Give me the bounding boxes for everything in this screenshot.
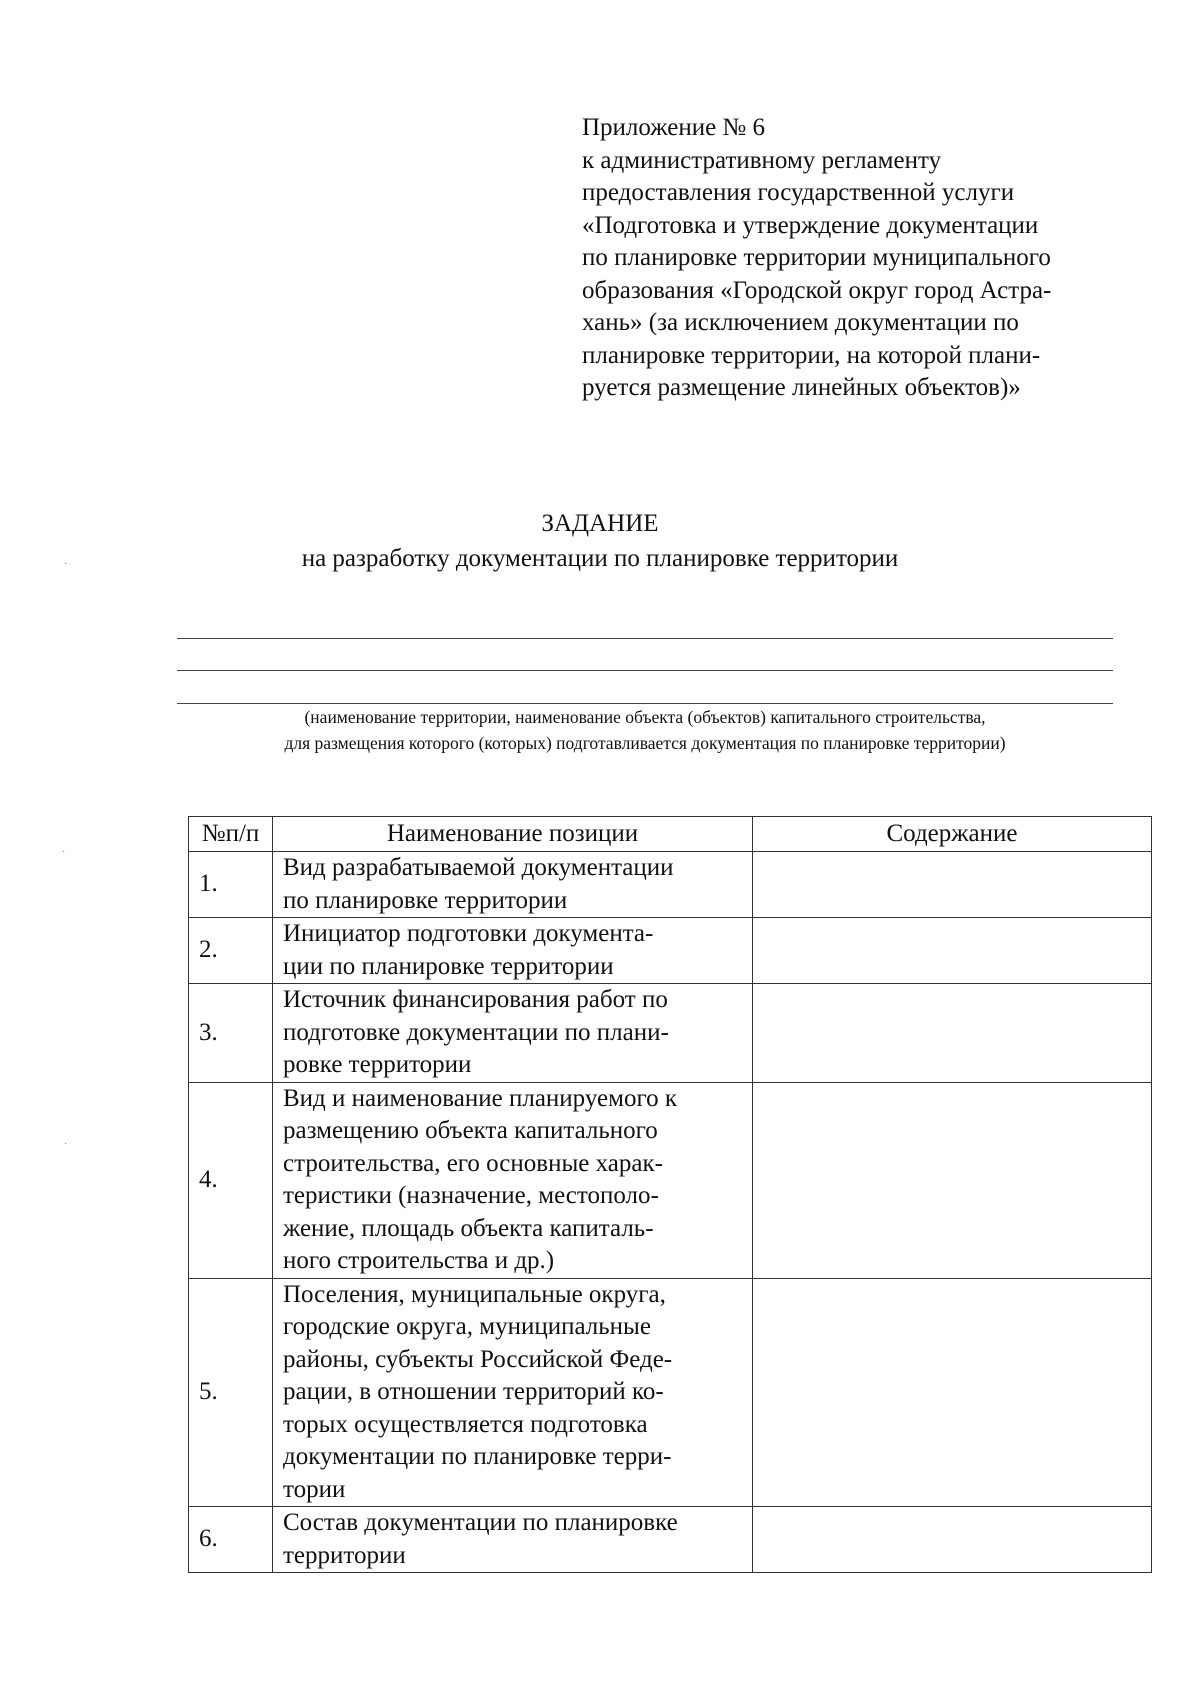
row-content — [753, 1082, 1152, 1278]
row-name-line: районы, субъекты Российской Феде- — [283, 1345, 673, 1373]
row-name-line: жение, площадь объекта капиталь- — [283, 1214, 654, 1242]
row-name-line: Инициатор подготовки документа- — [283, 920, 654, 947]
row-name — [273, 1278, 753, 1507]
row-content — [753, 1278, 1152, 1507]
row-content — [753, 984, 1152, 1083]
table-row — [189, 984, 1152, 1083]
column-header-number: №п/п — [189, 817, 273, 852]
row-name — [273, 984, 753, 1083]
row-number: 1. — [189, 852, 273, 918]
scan-speck: · — [64, 1139, 68, 1150]
column-header-name: Наименование позиции — [273, 817, 753, 852]
row-number: 2. — [189, 918, 273, 984]
annex-line: предоставления государственной услуги — [582, 179, 1015, 206]
document-subtitle: на разработку документации по планировке территории — [301, 545, 899, 572]
scan-speck: · — [62, 847, 66, 858]
row-number: 4. — [189, 1082, 273, 1278]
row-name-line: территории — [283, 1541, 406, 1569]
caption-line: для размещения которого (которых) подготавливается документация по планировке территории) — [284, 733, 1006, 753]
column-header-content: Содержание — [753, 817, 1152, 852]
row-name-line: Поселения, муниципальные округа, — [283, 1280, 666, 1308]
row-name-line: ции по планировке территории — [283, 952, 614, 980]
row-name — [273, 1082, 753, 1278]
row-name — [273, 1507, 753, 1573]
row-name-line: ного строительства и др.) — [283, 1247, 555, 1274]
row-name — [273, 852, 753, 918]
table-row — [189, 1507, 1152, 1573]
row-name-line: Состав документации по планировке — [283, 1509, 678, 1536]
row-name-line: размещению объекта капитального — [283, 1117, 658, 1144]
specification-table — [188, 816, 1152, 1573]
row-name-line: Вид разрабатываемой документации — [283, 854, 674, 881]
table-row — [189, 1278, 1152, 1507]
annex-line: по планировке территории муниципального — [582, 244, 1051, 271]
annex-line: «Подготовка и утверждение документации — [582, 211, 1039, 239]
table-row — [189, 1082, 1152, 1278]
row-content — [753, 852, 1152, 918]
row-name-line: документации по планировке терри- — [283, 1443, 672, 1470]
row-name-line: подготовке документации по плани- — [283, 1018, 669, 1046]
row-name-line: тории — [283, 1475, 346, 1503]
scan-speck: · — [64, 559, 68, 570]
annex-line: хань» (за исключением документации по — [582, 309, 1019, 336]
caption-line: (наименование территории, наименование объекта (объектов) капитального строительства, — [304, 707, 986, 727]
annex-header — [582, 112, 1142, 405]
row-number: 6. — [189, 1507, 273, 1573]
row-content — [753, 918, 1152, 984]
annex-line: образования «Городской округ город Астра- — [582, 276, 1052, 304]
row-name-line: по планировке территории — [283, 886, 568, 914]
row-name-line: строительства, его основные харак- — [283, 1149, 663, 1177]
row-number: 5. — [189, 1278, 273, 1507]
annex-line: к административному регламенту — [582, 146, 942, 174]
row-content — [753, 1507, 1152, 1573]
line-caption — [177, 704, 1113, 756]
row-name-line: ровке территории — [283, 1051, 472, 1078]
fill-in-line — [177, 670, 1113, 671]
row-name-line: городские округа, муниципальные — [283, 1313, 651, 1340]
row-name — [273, 918, 753, 984]
document-title: ЗАДАНИЕ — [541, 510, 659, 537]
row-name-line: Источник финансирования работ по — [283, 986, 668, 1013]
table-row — [189, 852, 1152, 918]
annex-line: руется размещение линейных объектов)» — [582, 374, 1021, 401]
row-name-line: Вид и наименование планируемого к — [283, 1084, 677, 1112]
row-name-line: торых осуществляется подготовка — [283, 1410, 648, 1438]
table-row — [189, 918, 1152, 984]
table-header-row — [189, 817, 1152, 852]
annex-line: Приложение № 6 — [582, 114, 766, 141]
fill-in-line — [177, 638, 1113, 639]
annex-line: планировке территории, на которой плани- — [582, 341, 1041, 369]
row-name-line: теристики (назначение, местополо- — [283, 1182, 659, 1209]
row-number: 3. — [189, 984, 273, 1083]
row-name-line: рации, в отношении территорий ко- — [283, 1378, 664, 1405]
